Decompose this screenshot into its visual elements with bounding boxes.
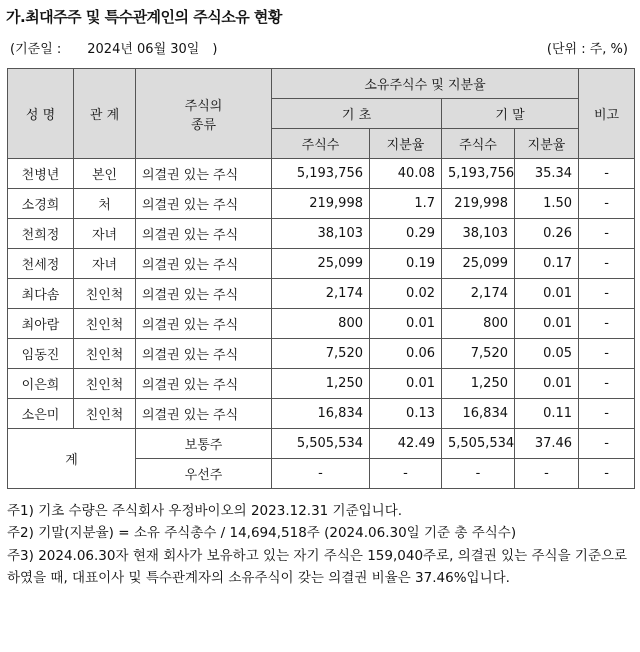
cell-end-shares: 38,103	[442, 219, 515, 249]
total-label: 계	[8, 429, 136, 489]
header-stock-type-line2: 종류	[190, 117, 217, 133]
cell-end-ratio: -	[515, 459, 579, 489]
cell-end-ratio: 0.11	[515, 399, 579, 429]
cell-relation: 친인척	[74, 309, 136, 339]
header-period-start: 기 초	[272, 99, 442, 129]
cell-name: 천세정	[8, 249, 74, 279]
cell-type: 의결권 있는 주식	[136, 219, 272, 249]
cell-name: 천희정	[8, 219, 74, 249]
cell-start-ratio: 0.06	[370, 339, 442, 369]
cell-end-ratio: 0.05	[515, 339, 579, 369]
cell-type: 의결권 있는 주식	[136, 249, 272, 279]
cell-remarks: -	[579, 279, 635, 309]
table-row	[8, 279, 635, 309]
cell-remarks: -	[579, 249, 635, 279]
shareholding-table	[7, 68, 635, 489]
cell-start-ratio: 0.02	[370, 279, 442, 309]
cell-start-ratio: 0.19	[370, 249, 442, 279]
cell-end-ratio: 0.01	[515, 309, 579, 339]
table-row	[8, 309, 635, 339]
cell-relation: 친인척	[74, 399, 136, 429]
cell-remarks: -	[579, 159, 635, 189]
cell-end-shares: 25,099	[442, 249, 515, 279]
cell-start-ratio: 0.01	[370, 369, 442, 399]
table-row	[8, 159, 635, 189]
cell-remarks: -	[579, 399, 635, 429]
header-remarks: 비고	[579, 69, 635, 159]
cell-name: 최아람	[8, 309, 74, 339]
cell-start-shares: -	[272, 459, 370, 489]
cell-end-shares: 7,520	[442, 339, 515, 369]
header-end-ratio: 지분율	[515, 129, 579, 159]
table-row	[8, 249, 635, 279]
cell-remarks: -	[579, 429, 635, 459]
section-title: 가.최대주주 및 특수관계인의 주식소유 현황	[6, 8, 282, 26]
cell-type: 의결권 있는 주식	[136, 279, 272, 309]
cell-type: 의결권 있는 주식	[136, 159, 272, 189]
header-start-shares: 주식수	[272, 129, 370, 159]
header-end-shares: 주식수	[442, 129, 515, 159]
cell-type: 의결권 있는 주식	[136, 399, 272, 429]
base-date: (기준일 : 2024년 06월 30일 )	[10, 42, 218, 57]
cell-start-shares: 7,520	[272, 339, 370, 369]
cell-relation: 친인척	[74, 339, 136, 369]
cell-start-shares: 16,834	[272, 399, 370, 429]
cell-start-ratio: 0.29	[370, 219, 442, 249]
cell-type: 보통주	[136, 429, 272, 459]
cell-name: 이은희	[8, 369, 74, 399]
header-period-end: 기 말	[442, 99, 579, 129]
cell-end-ratio: 37.46	[515, 429, 579, 459]
cell-start-shares: 1,250	[272, 369, 370, 399]
cell-end-shares: 5,193,756	[442, 159, 515, 189]
cell-name: 소경희	[8, 189, 74, 219]
cell-type: 의결권 있는 주식	[136, 189, 272, 219]
cell-relation: 자녀	[74, 219, 136, 249]
cell-start-shares: 2,174	[272, 279, 370, 309]
header-name: 성 명	[8, 69, 74, 159]
cell-name: 소은미	[8, 399, 74, 429]
cell-remarks: -	[579, 189, 635, 219]
cell-name: 천병년	[8, 159, 74, 189]
cell-name: 최다솜	[8, 279, 74, 309]
cell-type: 의결권 있는 주식	[136, 339, 272, 369]
cell-end-ratio: 1.50	[515, 189, 579, 219]
cell-end-ratio: 0.01	[515, 369, 579, 399]
footnote-1: 주1) 기초 수량은 주식회사 우정바이오의 2023.12.31 기준입니다.	[7, 503, 403, 519]
footnote-2: 주2) 기말(지분율) = 소유 주식총수 / 14,694,518주 (2024.06.30일 기준 총 주식수)	[7, 525, 517, 542]
table-row	[8, 189, 635, 219]
header-stock-type-line1: 주식의	[184, 98, 223, 114]
footnotes	[7, 500, 632, 589]
unit-label: (단위 : 주, %)	[546, 42, 628, 57]
cell-start-ratio: -	[370, 459, 442, 489]
cell-start-ratio: 1.7	[370, 189, 442, 219]
cell-remarks: -	[579, 219, 635, 249]
cell-end-shares: 5,505,534	[442, 429, 515, 459]
table-row	[8, 369, 635, 399]
cell-type: 우선주	[136, 459, 272, 489]
cell-relation: 처	[74, 189, 136, 219]
total-row-common	[8, 429, 635, 459]
cell-end-shares: 219,998	[442, 189, 515, 219]
cell-start-shares: 5,505,534	[272, 429, 370, 459]
cell-end-ratio: 0.01	[515, 279, 579, 309]
cell-remarks: -	[579, 339, 635, 369]
cell-relation: 친인척	[74, 279, 136, 309]
table-row	[8, 399, 635, 429]
table-row	[8, 219, 635, 249]
table-row	[8, 339, 635, 369]
footnote-3: 주3) 2024.06.30자 현재 회사가 보유하고 있는 자기 주식은 159,040주로, 의결권 있는 주식을 기준으로 하였을 때, 대표이사 및 특수관계자의 소유주식이 갖는 의결권 비율은 37.46%입니다.	[7, 547, 628, 586]
cell-remarks: -	[579, 459, 635, 489]
cell-end-shares: 800	[442, 309, 515, 339]
header-start-ratio: 지분율	[370, 129, 442, 159]
cell-start-ratio: 40.08	[370, 159, 442, 189]
cell-start-shares: 219,998	[272, 189, 370, 219]
cell-type: 의결권 있는 주식	[136, 369, 272, 399]
cell-type: 의결권 있는 주식	[136, 309, 272, 339]
cell-end-ratio: 35.34	[515, 159, 579, 189]
cell-end-shares: 16,834	[442, 399, 515, 429]
cell-start-ratio: 42.49	[370, 429, 442, 459]
cell-remarks: -	[579, 369, 635, 399]
cell-start-ratio: 0.01	[370, 309, 442, 339]
header-stock-type	[136, 69, 272, 159]
cell-start-shares: 25,099	[272, 249, 370, 279]
cell-remarks: -	[579, 309, 635, 339]
cell-end-shares: -	[442, 459, 515, 489]
cell-start-ratio: 0.13	[370, 399, 442, 429]
cell-start-shares: 800	[272, 309, 370, 339]
cell-start-shares: 38,103	[272, 219, 370, 249]
cell-end-ratio: 0.26	[515, 219, 579, 249]
cell-start-shares: 5,193,756	[272, 159, 370, 189]
cell-relation: 자녀	[74, 249, 136, 279]
cell-name: 임동진	[8, 339, 74, 369]
cell-relation: 본인	[74, 159, 136, 189]
cell-end-shares: 1,250	[442, 369, 515, 399]
cell-relation: 친인척	[74, 369, 136, 399]
cell-end-shares: 2,174	[442, 279, 515, 309]
header-ownership: 소유주식수 및 지분율	[272, 69, 579, 99]
header-relation: 관 계	[74, 69, 136, 159]
cell-end-ratio: 0.17	[515, 249, 579, 279]
